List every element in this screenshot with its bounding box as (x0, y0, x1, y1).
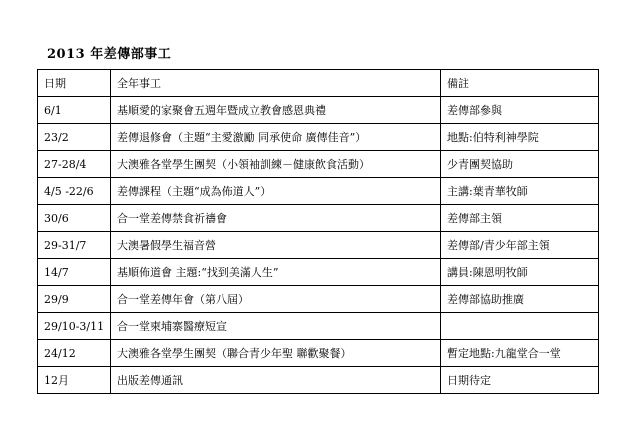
document-title: 2013 年差傳部事工 (47, 47, 172, 62)
row-date: 4/5 -22/6 (38, 178, 111, 205)
table-row (38, 205, 599, 232)
row-event: 基順佈道會 主題:“找到美滿人生” (111, 259, 441, 286)
row-notes: 差傳部參與 (441, 97, 599, 124)
row-notes: 地點:伯特利神學院 (441, 124, 599, 151)
row-event: 合一堂差傳禁食祈禱會 (111, 205, 441, 232)
row-notes: 暫定地點:九龍堂合一堂 (441, 340, 599, 367)
table-row (38, 286, 599, 313)
table-row (38, 313, 599, 340)
row-event: 合一堂柬埔寨醫療短宣 (111, 313, 441, 340)
row-notes: 差傳部主領 (441, 205, 599, 232)
table-row (38, 340, 599, 367)
row-date: 29/10-3/11 (38, 313, 111, 340)
row-event: 基順愛的家聚會五週年暨成立教會感恩典禮 (111, 97, 441, 124)
table-row (38, 232, 599, 259)
row-date: 27-28/4 (38, 151, 111, 178)
table-row (38, 367, 599, 394)
row-event: 大澳雅各堂學生團契（聯合青少年聖 聯歡聚餐） (111, 340, 441, 367)
row-notes: 少青團契協助 (441, 151, 599, 178)
row-date: 6/1 (38, 97, 111, 124)
row-notes: 差傳部協助推廣 (441, 286, 599, 313)
row-event: 差傳課程（主題“成為佈道人”） (111, 178, 441, 205)
table-row (38, 124, 599, 151)
table-row (38, 151, 599, 178)
row-date: 24/12 (38, 340, 111, 367)
schedule-table (37, 69, 599, 394)
row-notes: 主講:葉青華牧師 (441, 178, 599, 205)
row-date: 14/7 (38, 259, 111, 286)
table-row (38, 97, 599, 124)
row-notes: 差傳部/青少年部主領 (441, 232, 599, 259)
row-event: 差傳退修會（主題“主愛激勵 同承使命 廣傳佳音”） (111, 124, 441, 151)
row-notes: 日期待定 (441, 367, 599, 394)
row-date: 12月 (38, 367, 111, 394)
table-row (38, 259, 599, 286)
row-event: 大澳暑假學生福音營 (111, 232, 441, 259)
header-date: 日期 (38, 70, 111, 97)
table-header-row (38, 70, 599, 97)
row-date: 23/2 (38, 124, 111, 151)
row-notes: 講員:陳恩明牧師 (441, 259, 599, 286)
row-event: 出版差傳通訊 (111, 367, 441, 394)
row-date: 29/9 (38, 286, 111, 313)
row-date: 29-31/7 (38, 232, 111, 259)
table-row (38, 178, 599, 205)
row-event: 大澳雅各堂學生團契（小領袖訓練－健康飲食活動） (111, 151, 441, 178)
header-event: 全年事工 (111, 70, 441, 97)
header-notes: 備註 (441, 70, 599, 97)
row-event: 合一堂差傳年會（第八屆） (111, 286, 441, 313)
row-date: 30/6 (38, 205, 111, 232)
row-notes (441, 313, 599, 340)
